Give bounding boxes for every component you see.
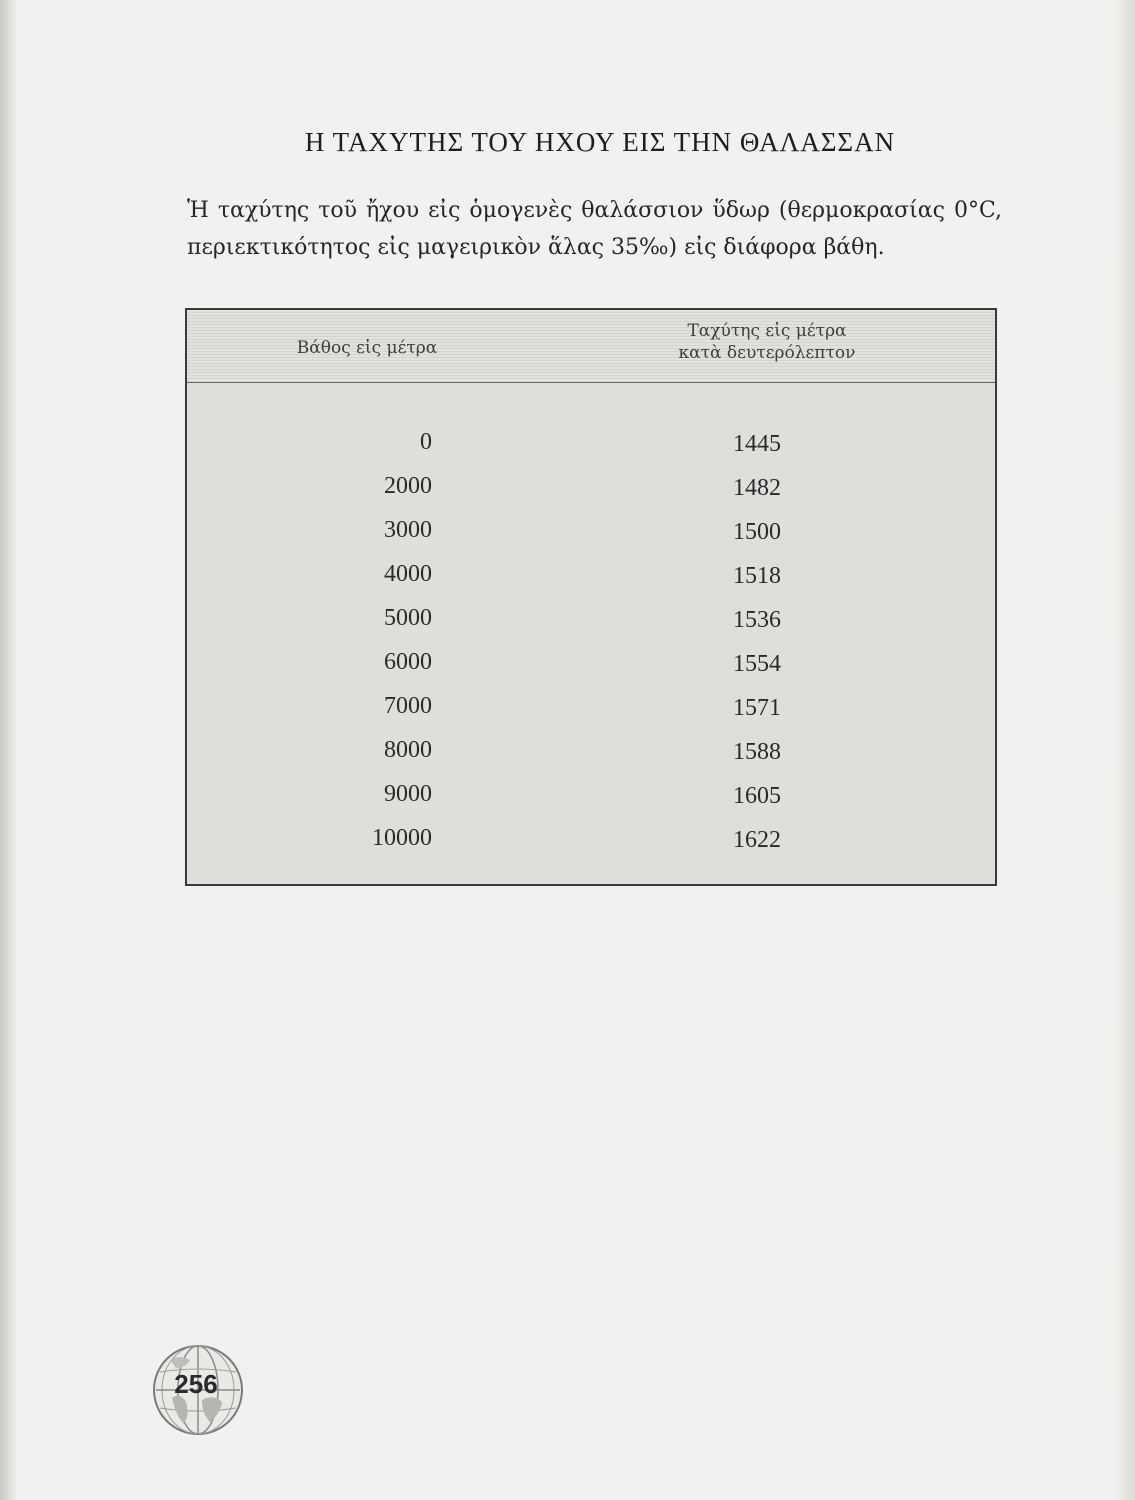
depth-cell: 2000	[384, 473, 432, 499]
table-row	[187, 817, 995, 861]
header-depth: Βάθος εἰς μέτρα	[296, 338, 438, 358]
depth-cell: 0	[420, 429, 432, 455]
depth-cell: 8000	[384, 737, 432, 763]
speed-cell: 1482	[733, 475, 781, 501]
speed-cell: 1536	[733, 607, 781, 633]
depth-cell: 9000	[384, 781, 432, 807]
page-title: Η ΤΑΧΥΤΗΣ ΤΟΥ ΗΧΟΥ ΕΙΣ ΤΗΝ ΘΑΛΑΣΣΑΝ	[304, 127, 896, 157]
speed-cell: 1622	[733, 827, 781, 853]
table-body	[187, 383, 995, 883]
table-row	[187, 553, 995, 597]
depth-cell: 10000	[372, 825, 432, 851]
table-row	[187, 729, 995, 773]
table-row	[187, 641, 995, 685]
page-number: 256	[174, 1369, 218, 1399]
header-speed-line2: κατὰ δευτερόλεπτον	[678, 343, 856, 363]
depth-cell: 3000	[384, 517, 432, 543]
page-right-edge	[1113, 0, 1135, 1500]
speed-cell: 1500	[733, 519, 781, 545]
speed-cell: 1554	[733, 651, 781, 677]
speed-cell: 1605	[733, 783, 781, 809]
speed-cell: 1445	[733, 431, 781, 457]
depth-cell: 7000	[384, 693, 432, 719]
table-row	[187, 509, 995, 553]
table-row	[187, 685, 995, 729]
table-row	[187, 597, 995, 641]
table-row	[187, 421, 995, 465]
depth-cell: 6000	[384, 649, 432, 675]
header-speed-line1: Ταχύτης εἰς μέτρα	[687, 321, 847, 341]
table-header	[187, 310, 995, 383]
table-row	[187, 465, 995, 509]
depth-cell: 4000	[384, 561, 432, 587]
speed-of-sound-table	[185, 308, 997, 886]
page-left-shadow	[0, 0, 16, 1500]
page-number-badge	[150, 1342, 246, 1438]
table-row	[187, 773, 995, 817]
speed-cell: 1588	[733, 739, 781, 765]
depth-cell: 5000	[384, 605, 432, 631]
speed-cell: 1518	[733, 563, 781, 589]
speed-cell: 1571	[733, 695, 781, 721]
intro-paragraph: Ἡ ταχύτης τοῦ ἤχου εἰς ὁμογενὲς θαλάσσιον ὕδωρ (θερμοκρασίας 0°C, περιεκτικότητος εἰς μαγειρικὸν ἅλας 35‰) εἰς διάφορα βάθη.	[187, 198, 1002, 260]
header-speed	[617, 320, 917, 364]
